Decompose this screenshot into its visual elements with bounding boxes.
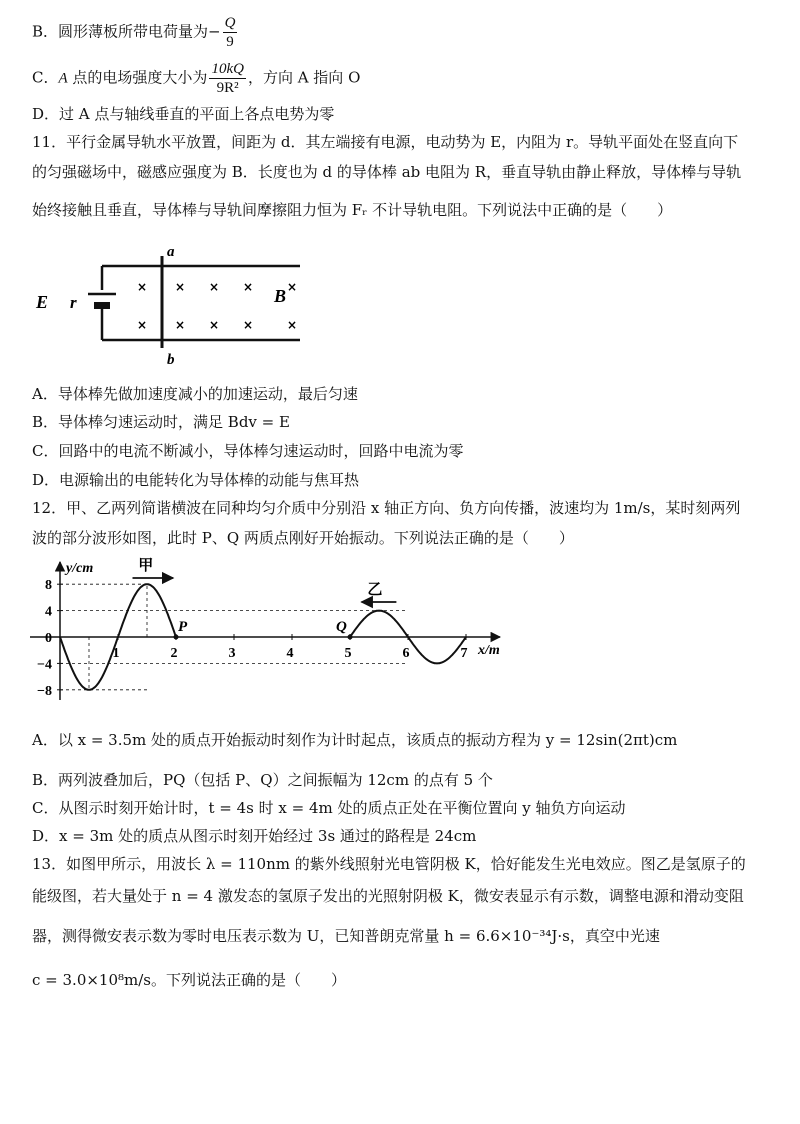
- q12-option-d: D．x = 3m 处的质点从图示时刻开始经过 3s 通过的路程是 24cm: [32, 827, 477, 845]
- label-a: a: [167, 244, 175, 260]
- q10-option-d: D．过 A 点与轴线垂直的平面上各点电势为零: [32, 105, 335, 123]
- q12-option-a: A．以 x = 3.5m 处的质点开始振动时刻作为计时起点，该质点的振动方程为 y = 12sin(2πt)cm: [32, 731, 678, 749]
- field-cross: ×: [136, 318, 148, 332]
- fraction-field-strength: $\frac{10kQ}{\text{9R²}}$: [211, 61, 244, 96]
- q13-stem-line-4: c = 3.0×10⁸m/s。下列说法正确的是（ ）: [32, 971, 347, 989]
- label-b: b: [167, 352, 175, 368]
- x-tick-label: 3: [228, 646, 236, 661]
- field-cross: ×: [286, 280, 298, 294]
- series-label-jia: 甲: [138, 556, 154, 574]
- y-tick-label: 0: [45, 631, 52, 646]
- x-axis-label: x/m: [478, 643, 500, 658]
- fraction-q-over-9: $\frac{Q}{9}$: [224, 15, 236, 50]
- q11-option-b: B．导体棒匀速运动时，满足 Bdv = E: [32, 413, 290, 431]
- q12-stem-line-1: 12．甲、乙两列简谐横波在同种均匀介质中分别沿 x 轴正方向、负方向传播，波速均为 1m/s，某时刻两列: [32, 499, 741, 517]
- q10-option-b: B．圆形薄板所带电荷量为− $\frac{Q}{9}$: [32, 15, 236, 50]
- point-p: [174, 635, 179, 640]
- q11-option-a: A．导体棒先做加速度减小的加速运动，最后匀速: [32, 385, 358, 403]
- field-cross: ×: [208, 318, 220, 332]
- q11-stem-line-3: 始终接触且垂直，导体棒与导轨间摩擦阻力恒为 Fᵣ 不计导轨电阻。下列说法中正确的是（ ）: [32, 201, 673, 219]
- q12-stem-line-2: 波的部分波形如图，此时 P、Q 两质点刚好开始振动。下列说法正确的是（ ）: [32, 529, 574, 547]
- x-tick-label: 5: [344, 646, 352, 661]
- q12-option-c: C．从图示时刻开始计时，t = 4s 时 x = 4m 处的质点正处在平衡位置向 y 轴负方向运动: [32, 799, 626, 817]
- wave-chart: [30, 556, 520, 706]
- label-emf-e: E: [36, 292, 49, 312]
- field-cross: ×: [242, 318, 254, 332]
- x-tick-label: 2: [170, 646, 178, 661]
- q11-stem-line-1: 11．平行金属导轨水平放置，间距为 d．其左端接有电源，电动势为 E，内阻为 r。导轨平面处在竖直向下: [32, 133, 739, 151]
- field-cross: ×: [174, 318, 186, 332]
- q11-option-c: C．回路中的电流不断减小，导体棒匀速运动时，回路中电流为零: [32, 442, 464, 460]
- field-cross: ×: [242, 280, 254, 294]
- x-tick-label: 7: [460, 646, 468, 661]
- label-resistance-r: r: [70, 293, 77, 312]
- x-tick-label: 6: [402, 646, 410, 661]
- q12-option-b: B．两列波叠加后，PQ（包括 P、Q）之间振幅为 12cm 的点有 5 个: [32, 771, 493, 789]
- q10-option-c: C．A 点的电场强度大小为 $\frac{10kQ}{\text{9R²}}$ ，方向 A 指向 O: [32, 61, 361, 96]
- field-cross: ×: [208, 280, 220, 294]
- label-field-b: B: [274, 286, 287, 306]
- battery-short-plate: [94, 302, 110, 309]
- rail-circuit-figure: [30, 240, 310, 370]
- field-cross: ×: [286, 318, 298, 332]
- point-label-p: P: [178, 619, 188, 635]
- x-tick-label: 1: [112, 646, 120, 661]
- y-tick-label: −8: [37, 683, 52, 699]
- field-cross: ×: [136, 280, 148, 294]
- q11-option-d: D．电源输出的电能转化为导体棒的动能与焦耳热: [32, 471, 360, 489]
- point-label-q: Q: [336, 619, 347, 635]
- y-tick-label: 8: [45, 578, 52, 594]
- y-tick-label: 4: [45, 604, 52, 620]
- x-tick-label: 4: [286, 646, 294, 661]
- q13-stem-line-3: 器，测得微安表示数为零时电压表示数为 U，已知普朗克常量 h = 6.6×10⁻³⁴J·s，真空中光速: [32, 927, 660, 945]
- field-cross: ×: [174, 280, 186, 294]
- q11-stem-line-2: 的匀强磁场中，磁感应强度为 B．长度也为 d 的导体棒 ab 电阻为 R，垂直导轨由静止释放，导体棒与导轨: [32, 163, 742, 181]
- point-q: [348, 635, 353, 640]
- y-tick-label: −4: [37, 657, 52, 673]
- series-label-yi: 乙: [367, 580, 383, 598]
- y-axis-label: y/cm: [66, 561, 94, 576]
- q13-stem-line-1: 13．如图甲所示，用波长 λ = 110nm 的紫外线照射光电管阴极 K，恰好能发生光电效应。图乙是氢原子的: [32, 855, 746, 873]
- q13-stem-line-2: 能级图，若大量处于 n = 4 激发态的氢原子发出的光照射阴极 K，微安表显示有示数，调整电源和滑动变阻: [32, 887, 744, 905]
